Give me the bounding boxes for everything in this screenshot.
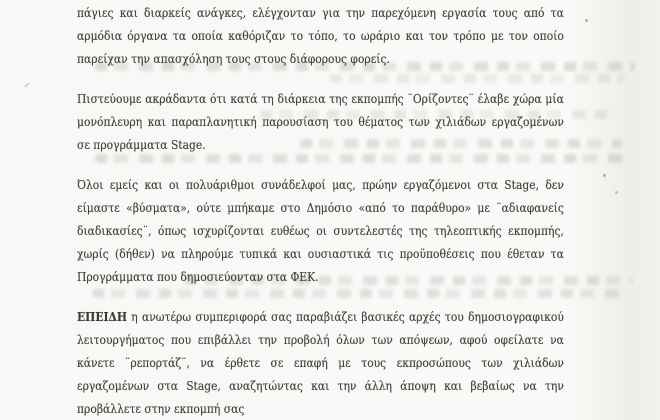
- text-line: προβάλλετε στην εκπομπή σας: [77, 402, 245, 416]
- text-line: εργαζομένων στα Stage, αναζητώντας και την άλλη άποψη και βεβαίως να την: [77, 379, 564, 393]
- text-line: μονόπλευρη και παραπλανητική παρουσίαση του θέματος των χιλιάδων εργαζομένων: [77, 115, 564, 129]
- paragraph-lead-bold: ΕΠΕΙΔΗ: [77, 310, 128, 324]
- paragraph-3: [77, 174, 564, 289]
- scan-speck: [24, 82, 30, 87]
- scan-speck: [585, 19, 588, 22]
- text-line: λειτουργήματος που επιβάλλει την προβολή όλων των απόψεων, αφού οφείλατε να: [77, 333, 564, 347]
- scan-speck: [615, 191, 618, 194]
- paragraph-4: [77, 306, 564, 420]
- document-text: [77, 2, 564, 420]
- scan-speck: [603, 174, 606, 177]
- text-line: χωρίς (δήθεν) να πληρούμε τυπικά και ουσιαστικά τις προϋποθέσεις που έθεταν τα: [77, 247, 564, 261]
- paragraph-2: [77, 88, 564, 157]
- text-line: παρείχαν την απασχόληση τους στους διάφορους φορείς.: [77, 52, 390, 66]
- text-line: κάνετε ¨ρεπορτάζ¨, να έρθετε σε επαφή με τους εκπροσώπους των χιλιάδων: [77, 356, 564, 370]
- text-line: διαδικασίες¨, όπως ισχυρίζονται ευθέως οι συντελεστές της τηλεοπτικής εκπομπής,: [77, 224, 564, 238]
- text-line: είμαστε «βύσματα», ούτε μπήκαμε στο Δημόσιο «από το παράθυρο» με ¨αδιαφανείς: [77, 201, 564, 215]
- text-line: αρμόδια όργανα τα οποία καθόριζαν το τόπο, το ωράριο και τον τρόπο με τον οποίο: [77, 29, 564, 43]
- text-line: σε προγράμματα Stage.: [77, 138, 206, 152]
- text-line: Πιστεύουμε ακράδαντα ότι κατά τη διάρκεια της εκπομπής ¨Ορίζοντες¨ έλαβε χώρα μία: [77, 92, 564, 106]
- text-line: Όλοι εμείς και οι πολυάριθμοι συνάδελφοί μας, πρώην εργαζόμενοι στα Stage, δεν: [77, 178, 564, 192]
- text-line: Προγράμματα που δημοσιεύονταν στα ΦΕΚ.: [77, 270, 319, 284]
- text-line: πάγιες και διαρκείς ανάγκες, ελέγχονταν για την παρεχόμενη εργασία τους από τα: [77, 6, 564, 20]
- paragraph-lead-rest: η ανωτέρω συμπεριφορά σας παραβιάζει βασικές αρχές του δημοσιογραφικού: [131, 310, 564, 324]
- text-line: [77, 306, 564, 329]
- paragraph-1: [77, 2, 564, 71]
